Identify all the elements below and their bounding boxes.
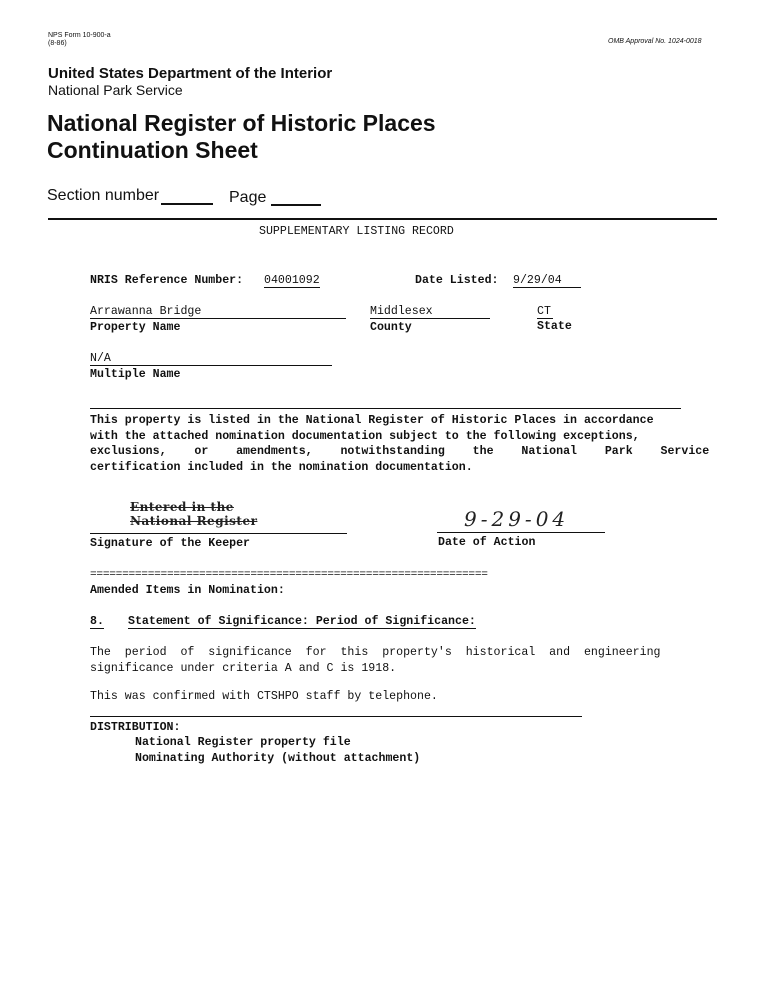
page-title-line1: National Register of Historic Places [47,110,436,136]
keeper-signature-line [90,533,347,534]
section-number-label: Section number [47,187,160,204]
form-header [48,32,111,48]
multiple-name-value: N/A [90,352,332,366]
distribution-divider [90,716,582,717]
state-value: CT [537,305,553,319]
page-title-line2: Continuation Sheet [47,137,258,163]
state-label: State [537,320,572,333]
keeper-stamp [130,500,257,528]
department-name: United States Department of the Interior [48,65,333,82]
page-blank [271,204,321,206]
significance-paragraph [90,645,661,676]
distribution-item: National Register property file [135,736,351,749]
statement-line: exclusions, or amendments, notwithstanding the National Park Service [90,445,710,459]
paragraph-line: significance under criteria A and C is 1918. [90,661,397,675]
form-number: NPS Form 10-900-a [48,32,111,39]
listing-statement [90,413,710,476]
nris-label: NRIS Reference Number: [90,274,244,287]
page-label: Page [229,189,267,206]
statement-line: with the attached nomination documentation subject to the following exceptions, [90,429,640,443]
date-listed-value: 9/29/04 [513,274,581,288]
county-label: County [370,321,412,334]
service-name: National Park Service [48,82,183,98]
item-number: 8. [90,615,104,628]
county-value: Middlesex [370,305,490,319]
separator-line: ============================================================== [90,569,488,581]
amended-heading: Amended Items in Nomination: [90,584,285,597]
property-name-value: Arrawanna Bridge [90,305,346,319]
action-date-handwritten: 9-29-04 [464,507,570,531]
stamp-line2: National Register [130,514,258,528]
distribution-item: Nominating Authority (without attachment) [135,752,421,765]
statement-divider [90,408,681,409]
item-title: Statement of Significance: Period of Significance: [128,615,476,628]
paragraph-line: The period of significance for this property's historical and engineering [90,646,661,659]
section-number-blank [161,203,213,205]
form-revision: (8-86) [48,40,67,47]
action-date-line [437,532,605,533]
header-divider [48,218,717,220]
multiple-name-label: Multiple Name [90,368,181,381]
nris-value: 04001092 [264,274,320,287]
page-title [47,110,436,164]
distribution-heading: DISTRIBUTION: [90,721,181,734]
date-listed-label: Date Listed: [415,274,499,287]
confirmation-paragraph: This was confirmed with CTSHPO staff by telephone. [90,690,438,703]
omb-approval: OMB Approval No. 1024-0018 [608,38,702,45]
keeper-label: Signature of the Keeper [90,537,251,550]
statement-line: certification included in the nomination documentation. [90,461,473,475]
record-title: SUPPLEMENTARY LISTING RECORD [259,225,454,238]
action-date-label: Date of Action [438,536,536,549]
property-name-label: Property Name [90,321,181,334]
stamp-line1: Entered in the [130,500,234,514]
statement-line: This property is listed in the National Register of Historic Places in accordance [90,414,654,427]
